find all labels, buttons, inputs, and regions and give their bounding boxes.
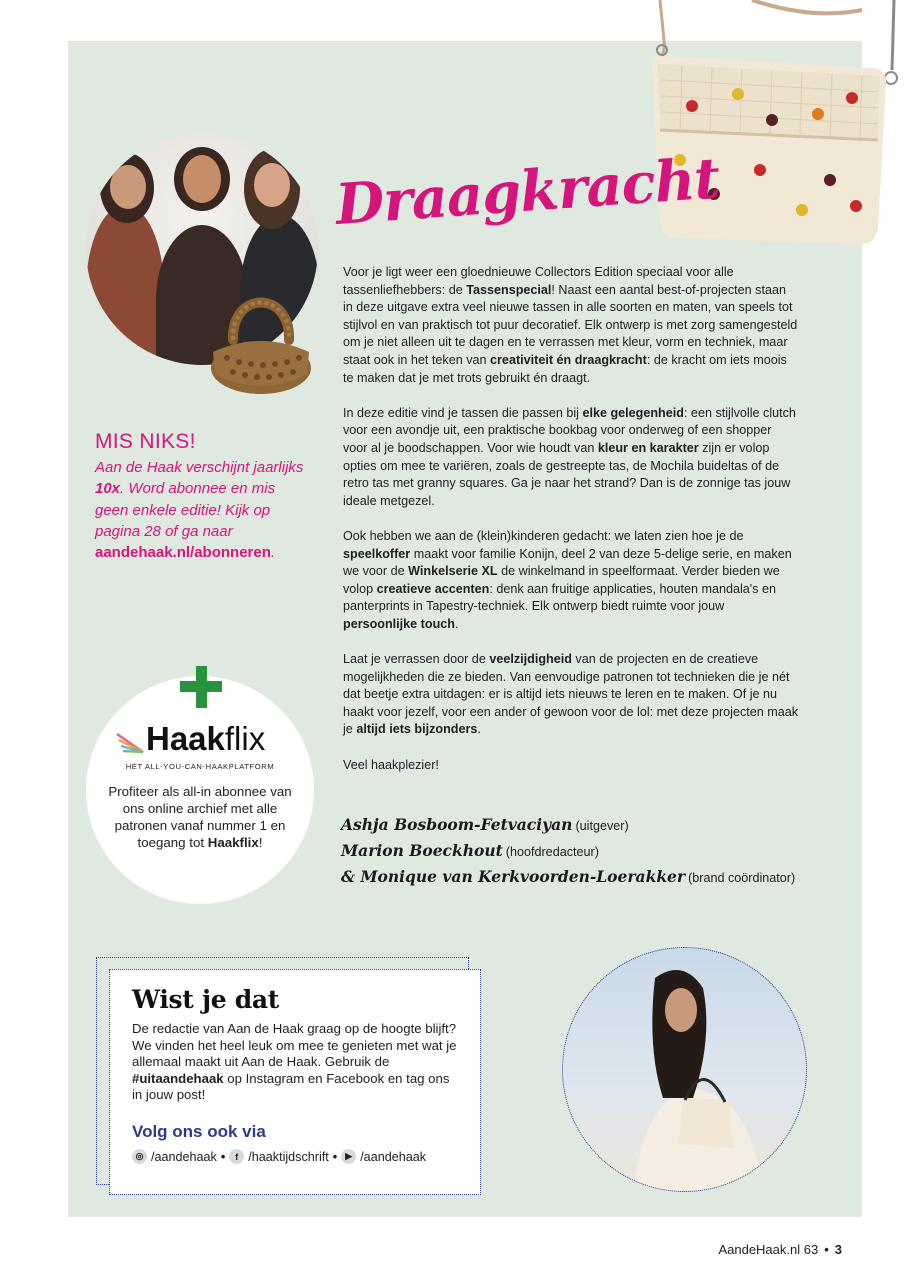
callout-text: Aan de Haak verschijnt jaarlijks 10x. Word abonnee en mis geen enkele editie! Kijk op pagina 28 of ga naar aandehaak.nl/abonneren. <box>95 459 304 562</box>
haakflix-text: Profiteer als all-in abonnee van ons online archief met alle patronen vanaf nummer 1 en toegang tot Haakflix! <box>108 784 292 850</box>
haakflix-tagline: HÉT ALL-YOU-CAN-HAAKPLATFORM <box>125 762 275 771</box>
woman-photo <box>562 947 807 1192</box>
fruit-bag-image <box>642 0 905 260</box>
video-icon[interactable]: ▶ <box>341 1149 356 1164</box>
paragraph-4: Laat je verrassen door de veelzijdigheid van de projecten en de creatieve mogelijkheden die ze bieden. Van eenvoudige patronen tot technieken die je nét dat beetje extra uitdagen: er is altijd iets nieuws te leren en te maken. Of je nu haakt voor jezelf, voor een ander of gewoon voor de lol: met deze projecten maak je altijd iets bijzonders. <box>343 652 799 737</box>
callout-title: MIS NIKS! <box>95 430 196 453</box>
subscribe-link[interactable]: aandehaak.nl/abonneren <box>95 544 271 562</box>
plus-icon <box>180 666 222 708</box>
separator: • <box>220 1149 226 1164</box>
haakflix-logo: Haakflix <box>115 722 290 758</box>
social-links <box>132 1149 472 1164</box>
closing-line: Veel haakplezier! <box>343 757 439 772</box>
did-you-know-title: Wist je dat <box>132 985 280 1014</box>
separator: • <box>824 1242 829 1257</box>
instagram-icon[interactable]: ◎ <box>132 1149 147 1164</box>
video-handle[interactable]: /aandehaak <box>360 1149 427 1164</box>
page-title: Draagkracht <box>333 145 722 238</box>
paragraph-1: Voor je ligt weer een gloednieuwe Collectors Edition speciaal voor alle tassenliefhebbers: de Tassenspecial! Naast een aantal best-of-projecten staan in deze uitgave extra veel nieuwe tassen in alle soorten en maten, van speels tot stijlvol en van praktisch tot puur decoratief. Elk ontwerp is met zorg samengesteld om je niet alleen uit te dagen en te verrassen met kleur, vorm en techniek, maar staat ook in het teken van creativiteit én draagkracht: de kracht om iets moois te maken dat je met trots gebruikt én draagt. <box>343 265 798 385</box>
signatures <box>341 815 811 893</box>
page-number: 3 <box>834 1242 842 1257</box>
paragraph-3: Ook hebben we aan de (klein)kinderen gedacht: we laten zien hoe je de speelkoffer maakt voor familie Konijn, deel 2 van deze 5-delige serie, en maken we voor de Winkelserie XL de winkelmand in speelformaat. Verder bieden we volop creatieve accenten: denk aan fruitige applicaties, houten mandala's en panterprints in Tapestry-techniek. Elk ontwerp biedt ruimte voor jouw persoonlijke touch. <box>343 528 792 631</box>
crochet-basket-image <box>205 270 317 398</box>
follow-title: Volg ons ook via <box>132 1122 266 1141</box>
page-footer <box>718 1242 842 1257</box>
signature-line: Ashja Bosboom-Fetvaciyan (uitgever) <box>341 815 629 834</box>
did-you-know-text: De redactie van Aan de Haak graag op de hoogte blijft? We vinden het heel leuk om mee te genieten met wat je allemaal maakt uit Aan de Haak. Gebruik de #uitaandehaak op Instagram en Facebook en tag ons in jouw post! <box>132 1021 457 1103</box>
signature-line: Marion Boeckhout (hoofdredacteur) <box>341 841 599 860</box>
separator: • <box>332 1149 338 1164</box>
signature-line: & Monique van Kerkvoorden-Loerakker (brand coördinator) <box>341 867 796 886</box>
subscribe-callout <box>95 430 310 563</box>
facebook-icon[interactable]: f <box>229 1149 244 1164</box>
facebook-handle[interactable]: /haaktijdschrift <box>248 1149 329 1164</box>
instagram-handle[interactable]: /aandehaak <box>151 1149 217 1164</box>
haakflix-fan-icon <box>115 724 145 754</box>
footer-site: AandeHaak.nl 63 <box>718 1242 819 1257</box>
paragraph-2: In deze editie vind je tassen die passen bij elke gelegenheid: een stijlvolle clutch voor een avondje uit, een praktische bookbag voor onderweg of een shopper voor al je boodschappen. Voor wie houdt van kleur en karakter zijn er volop opties om mee te variëren, zoals de gestreepte tas, de Mochila buideltas of de retro tas met granny squares. Ga je naar het strand? Dan is de zonnige tas jouw ideale metgezel. <box>343 405 796 508</box>
editorial-body <box>343 264 799 792</box>
